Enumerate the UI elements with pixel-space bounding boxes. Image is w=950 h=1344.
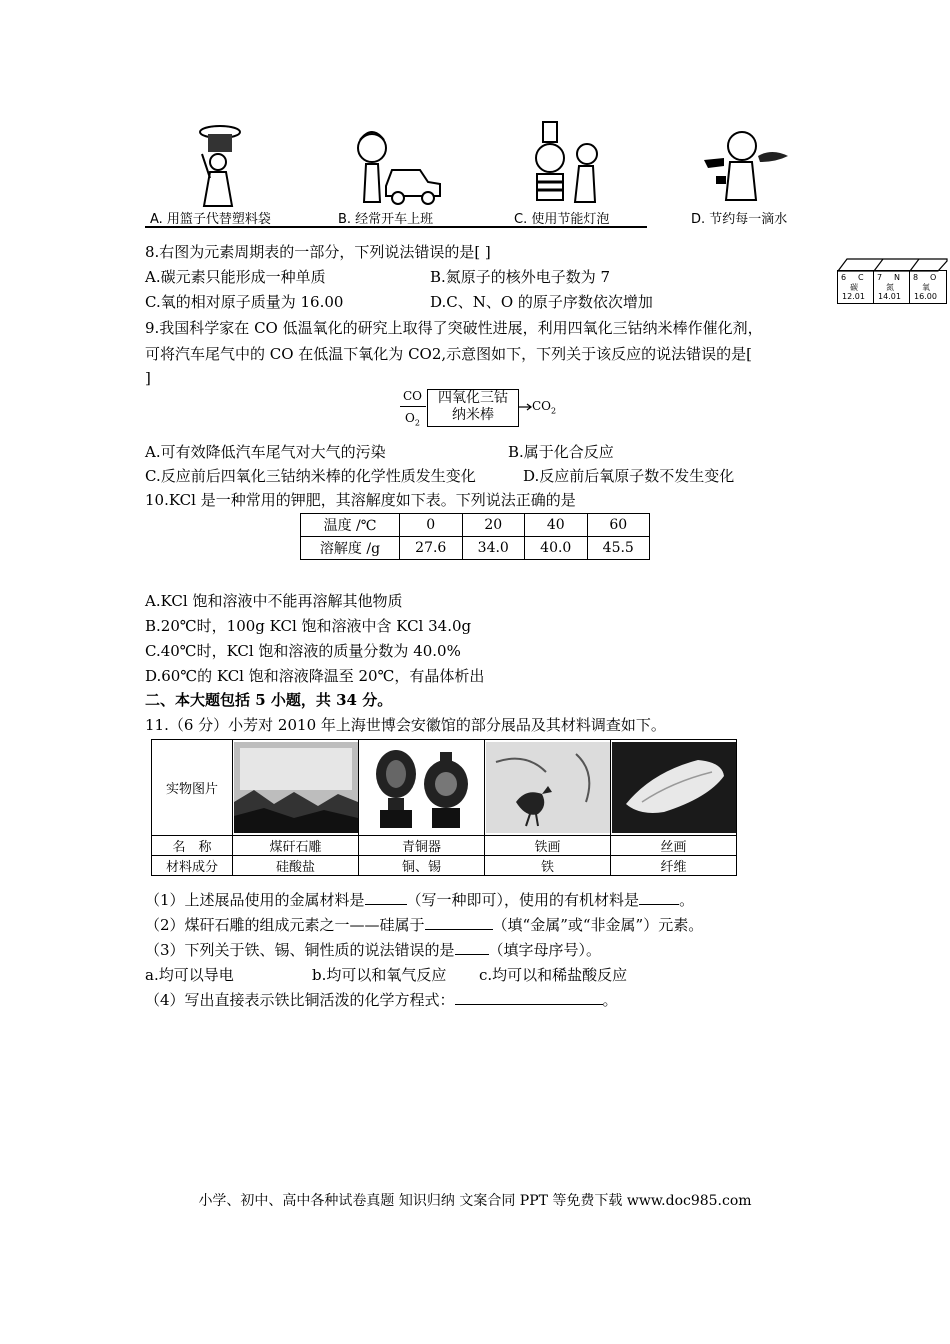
catalyst-line1: 四氧化三钴 [438, 390, 508, 406]
q8-stem: 8.右图为元素周期表的一部分，下列说法错误的是[ ] [145, 243, 491, 261]
periodic-symbol: N [894, 273, 900, 282]
exhibits-table [151, 739, 737, 876]
exhibit-image-coal-stone [233, 740, 359, 836]
illustration-d-water [700, 122, 792, 212]
temp-cell: 60 [587, 514, 650, 537]
solubility-cell: 40.0 [525, 537, 588, 560]
periodic-name: 碳 [850, 283, 858, 292]
periodic-symbol: O [930, 273, 937, 282]
page-footer: 小学、初中、高中各种试卷真题 知识归纳 文案合同 PPT 等免费下载 www.doc985.com [198, 1193, 752, 1209]
exhibit-material: 铜、锡 [359, 856, 485, 876]
table-row [301, 537, 650, 560]
temp-cell: 40 [525, 514, 588, 537]
q11-option-c: c.均可以和稀盐酸反应 [479, 966, 628, 984]
answer-blank-organic[interactable] [639, 890, 679, 905]
q11-option-b: b.均可以和氧气反应 [312, 966, 447, 984]
q11-part1-a: （1）上述展品使用的金属材料是 [145, 891, 365, 909]
q10-option-c: C.40℃时，KCl 饱和溶液的质量分数为 40.0% [145, 642, 461, 660]
exhibit-name: 煤矸石雕 [233, 836, 359, 856]
q11-part1-b: （写一种即可），使用的有机材料是 [406, 891, 640, 909]
illustration-a-basket [180, 118, 260, 210]
solubility-cell: 27.6 [400, 537, 463, 560]
q10-stem: 10.KCl 是一种常用的钾肥，其溶解度如下表。下列说法正确的是 [145, 491, 576, 509]
q9-option-a: A.可有效降低汽车尾气对大气的污染 [145, 443, 386, 461]
periodic-symbol: C [858, 273, 864, 282]
q9-stem-line1: 9.我国科学家在 CO 低温氧化的研究上取得了突破性进展，利用四氧化三钴纳米棒作催化剂， [145, 319, 763, 337]
catalyst-box [427, 389, 519, 427]
reactant-o2-base: O [405, 411, 415, 425]
q8-option-c: C.氧的相对原子质量为 16.00 [145, 293, 344, 311]
reactant-co: CO [403, 389, 423, 403]
answer-blank-letter[interactable] [455, 940, 489, 955]
q11-part4-b: 。 [602, 991, 618, 1009]
illustration-b-car [350, 120, 445, 210]
product-co2 [532, 399, 556, 415]
q8-option-b: B.氮原子的核外电子数为 7 [430, 268, 611, 286]
periodic-number: 6 [841, 273, 847, 282]
q8-option-d: D.C、N、O 的原子序数依次增加 [430, 293, 653, 311]
product-co2-base: CO [532, 399, 552, 413]
table-row [152, 856, 737, 876]
q11-stem: 11.（6 分）小芳对 2010 年上海世博会安徽馆的部分展品及其材料调查如下。 [145, 716, 666, 734]
exhibit-image-silk-painting [611, 740, 737, 836]
q10-option-d: D.60℃的 KCl 饱和溶液降温至 20℃，有晶体析出 [145, 667, 485, 685]
q9-option-c: C.反应前后四氧化三钴纳米棒的化学性质发生变化 [145, 467, 476, 485]
row-label-temperature: 温度 /℃ [301, 514, 400, 537]
exhibit-name: 铁画 [485, 836, 611, 856]
periodic-number: 8 [913, 273, 919, 282]
catalyst-line2: 纳米棒 [452, 407, 494, 423]
exhibit-name: 丝画 [611, 836, 737, 856]
exhibit-name: 青铜器 [359, 836, 485, 856]
q11-part2 [145, 915, 703, 935]
caption-d: D. 节约每一滴水 [691, 212, 788, 227]
exhibit-image-bronze [359, 740, 485, 836]
exhibit-image-iron-painting [485, 740, 611, 836]
periodic-cell-nitrogen [873, 270, 911, 304]
table-row [152, 740, 737, 836]
arrow-icon [518, 402, 532, 412]
reactant-o2 [405, 411, 420, 427]
q10-option-b: B.20℃时，100g KCl 饱和溶液中含 KCl 34.0g [145, 617, 472, 635]
solubility-table [300, 513, 650, 560]
q11-part1-c: 。 [679, 891, 695, 909]
temp-cell: 0 [400, 514, 463, 537]
answer-blank-element[interactable] [425, 915, 493, 930]
q11-part3-a: （3）下列关于铁、锡、铜性质的说法错误的是 [145, 941, 455, 959]
q9-option-d: D.反应前后氧原子数不发生变化 [523, 467, 735, 485]
periodic-cell-oxygen [909, 270, 947, 304]
reactant-divider [400, 406, 426, 407]
caption-a: A. 用篮子代替塑料袋 [150, 212, 271, 227]
reactant-o2-sub: 2 [414, 418, 420, 428]
answer-blank-metal[interactable] [365, 890, 407, 905]
periodic-3d-top [837, 258, 949, 272]
illustration-c-lamp [525, 118, 610, 210]
image-strip-baseline [145, 226, 647, 228]
q11-part4 [145, 990, 618, 1010]
periodic-name: 氧 [922, 283, 930, 292]
q11-option-a: a.均可以导电 [145, 966, 234, 984]
solubility-cell: 34.0 [462, 537, 525, 560]
caption-c: C. 使用节能灯泡 [514, 212, 610, 227]
table-row [301, 514, 650, 537]
periodic-name: 氮 [886, 283, 894, 292]
q11-part4-a: （4）写出直接表示铁比铜活泼的化学方程式： [145, 991, 455, 1009]
q9-stem-line3: ] [145, 369, 151, 387]
row-label-material: 材料成分 [152, 856, 233, 876]
row-label-name: 名 称 [152, 836, 233, 856]
section-heading: 二、本大题包括 5 小题，共 34 分。 [145, 691, 393, 709]
solubility-cell: 45.5 [587, 537, 650, 560]
exhibit-material: 硅酸盐 [233, 856, 359, 876]
q11-part3-b: （填字母序号）。 [488, 941, 602, 959]
row-label-solubility: 溶解度 /g [301, 537, 400, 560]
q9-stem-line2: 可将汽车尾气中的 CO 在低温下氧化为 CO2,示意图如下，下列关于该反应的说法错误的是[ [145, 345, 753, 363]
q11-part2-a: （2）煤矸石雕的组成元素之一——硅属于 [145, 916, 425, 934]
periodic-mass: 16.00 [914, 292, 937, 301]
product-co2-sub: 2 [551, 406, 557, 416]
answer-blank-equation[interactable] [455, 990, 603, 1005]
exhibit-material: 纤维 [611, 856, 737, 876]
caption-b: B. 经常开车上班 [338, 212, 434, 227]
q11-part3 [145, 940, 601, 960]
table-row [152, 836, 737, 856]
q9-option-b: B.属于化合反应 [508, 443, 614, 461]
q11-part2-b: （填“金属”或“非金属”）元素。 [492, 916, 704, 934]
q8-option-a: A.碳元素只能形成一种单质 [145, 268, 326, 286]
q10-option-a: A.KCl 饱和溶液中不能再溶解其他物质 [145, 592, 403, 610]
periodic-cell-carbon [837, 270, 875, 304]
q11-part1 [145, 890, 694, 910]
row-label-image: 实物图片 [152, 740, 233, 836]
periodic-mass: 14.01 [878, 292, 901, 301]
temp-cell: 20 [462, 514, 525, 537]
periodic-number: 7 [877, 273, 883, 282]
exhibit-material: 铁 [485, 856, 611, 876]
periodic-mass: 12.01 [842, 292, 865, 301]
